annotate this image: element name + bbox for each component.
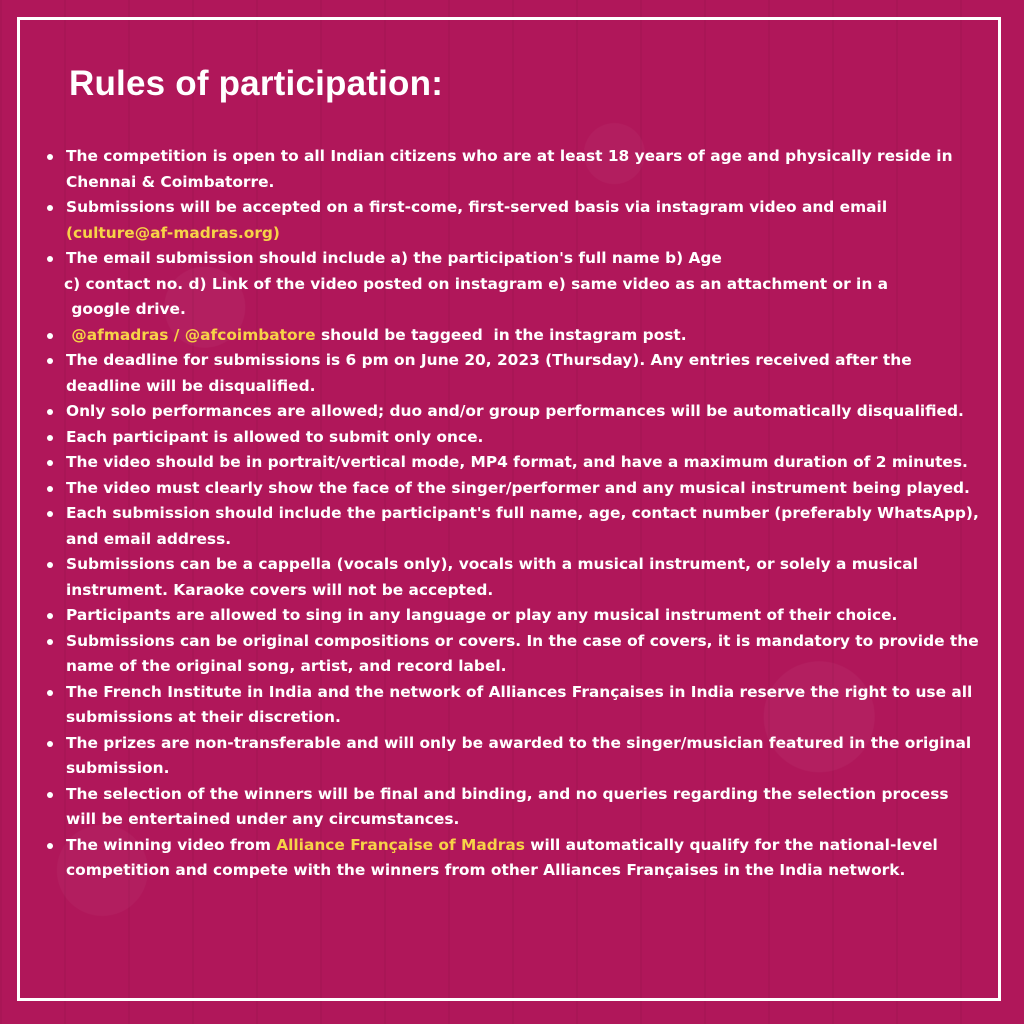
rule-text: The competition is open to all Indian citizens who are at least 18 years of age and physically reside in Chennai & Coimbatorre. xyxy=(66,147,953,191)
instagram-handles[interactable]: @afmadras / @afcoimbatore xyxy=(66,325,316,344)
email-address-link[interactable]: (culture@af-madras.org) xyxy=(66,223,280,242)
rule-text-line-2: c) contact no. d) Link of the video posted on instagram e) same video as an attachment or in a xyxy=(64,274,889,293)
rule-email-contents xyxy=(66,246,981,323)
rule-text: The selection of the winners will be final and binding, and no queries regarding the selection process will be entertained under any circumstances. xyxy=(66,784,949,828)
rule-text: The video must clearly show the face of the singer/performer and any musical instrument being played. xyxy=(66,478,970,497)
rule-originals-covers xyxy=(66,629,981,680)
rule-text: Submissions will be accepted on a first-come, first-served basis via instagram video and email xyxy=(66,198,888,216)
rule-deadline xyxy=(66,348,981,399)
rule-text-line-3: google drive. xyxy=(66,300,186,318)
alliance-francaise-madras-name: Alliance Française of Madras xyxy=(276,835,525,854)
rule-submission-details xyxy=(66,501,981,552)
rule-text: The French Institute in India and the network of Alliances Françaises in India reserve the right to use all submissions at their discretion. xyxy=(66,682,973,726)
rule-text: The deadline for submissions is 6 pm on June 20, 2023 (Thursday). Any entries received after the deadline will be disqualified. xyxy=(66,351,912,395)
rule-text: Submissions can be original compositions or covers. In the case of covers, it is mandatory to provide the name of the original song, artist, and record label. xyxy=(66,631,979,675)
rule-text: Submissions can be a cappella (vocals only), vocals with a musical instrument, or solely a musical instrument. Karaoke covers will not be accepted. xyxy=(66,555,918,599)
rule-submission-method xyxy=(66,195,981,246)
rule-text: Each participant is allowed to submit only once. xyxy=(66,427,484,446)
page-title: Rules of participation: xyxy=(69,64,444,103)
rule-text: should be taggeed in the instagram post. xyxy=(315,325,687,344)
rule-text: The prizes are non-transferable and will only be awarded to the singer/musician featured in the original submission. xyxy=(66,733,972,777)
rule-accepted-types xyxy=(66,552,981,603)
rule-single-submission xyxy=(66,425,981,451)
rule-prizes xyxy=(66,731,981,782)
rule-text-line-1: The email submission should include a) the participation's full name b) Age xyxy=(66,249,722,267)
rule-text: Participants are allowed to sing in any language or play any musical instrument of their choice. xyxy=(66,606,898,624)
rule-text: The winning video from xyxy=(66,835,277,854)
rule-usage-rights xyxy=(66,680,981,731)
rule-text: Only solo performances are allowed; duo and/or group performances will be automatically disqualified. xyxy=(66,402,964,420)
rule-video-visibility xyxy=(66,476,981,502)
rule-national-qualification xyxy=(66,833,981,884)
rule-text: The video should be in portrait/vertical mode, MP4 format, and have a maximum duration of 2 minutes. xyxy=(66,453,968,471)
rules-list xyxy=(66,144,981,884)
rule-solo-only xyxy=(66,399,981,425)
rule-text: Each submission should include the participant's full name, age, contact number (preferably WhatsApp), and email address. xyxy=(66,504,979,548)
rule-selection-final xyxy=(66,782,981,833)
rule-eligibility xyxy=(66,144,981,195)
rule-text: will automatically qualify for the national-level competition and compete with the winners from other Alliances Françaises in the India network. xyxy=(66,835,944,879)
rule-language xyxy=(66,603,981,629)
rule-video-format xyxy=(66,450,981,476)
rule-instagram-tag xyxy=(66,323,981,349)
